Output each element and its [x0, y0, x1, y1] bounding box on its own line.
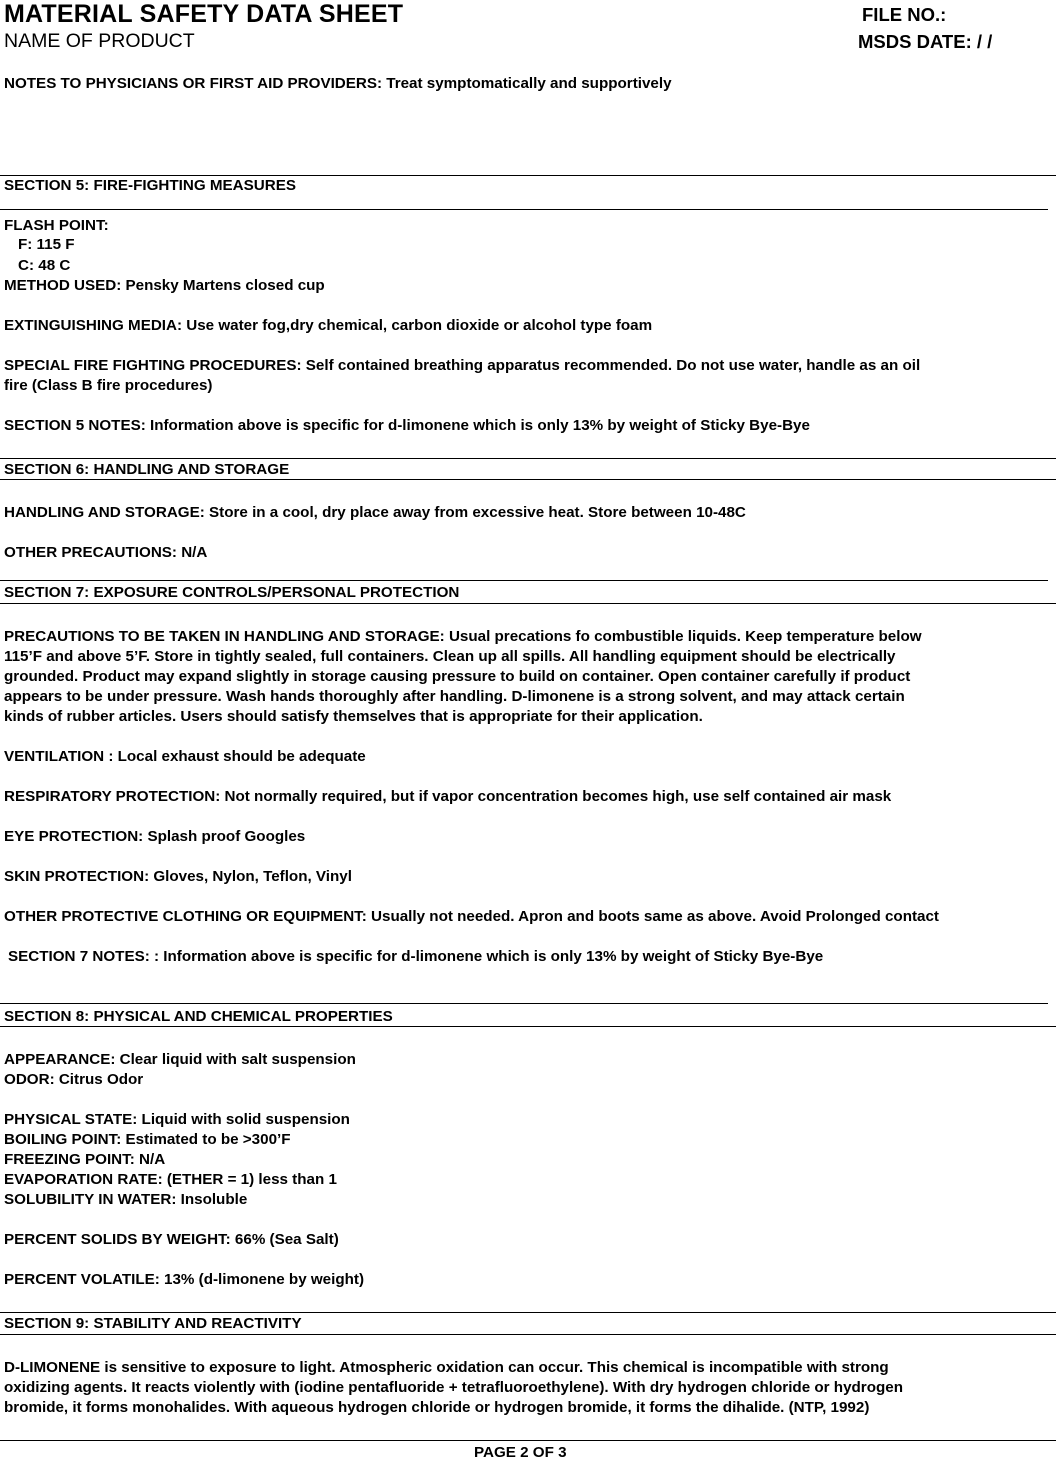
paragraph-line: bromide, it forms monohalides. With aqueous hydrogen chloride or hydrogen bromide, it forms the dihalide. (NTP, 1992): [4, 1399, 870, 1416]
special-procedures-line-2: fire (Class B fire procedures): [4, 377, 213, 394]
divider: [0, 479, 1056, 480]
divider: [0, 1440, 1056, 1441]
divider: [0, 580, 1048, 581]
document-title: MATERIAL SAFETY DATA SHEET: [4, 0, 404, 28]
section-5-heading: SECTION 5: FIRE-FIGHTING MEASURES: [4, 177, 296, 194]
section-7-heading: SECTION 7: EXPOSURE CONTROLS/PERSONAL PROTECTION: [4, 584, 460, 601]
eye-protection: EYE PROTECTION: Splash proof Googles: [4, 828, 306, 845]
paragraph-line: 115’F and above 5’F. Store in tightly sealed, full containers. Clean up all spills. All handling equipment should be electrically: [4, 648, 896, 665]
handling-and-storage: HANDLING AND STORAGE: Store in a cool, dry place away from excessive heat. Store between 10-48C: [4, 504, 746, 521]
paragraph-line: kinds of rubber articles. Users should satisfy themselves that is appropriate for their application.: [4, 708, 703, 725]
other-precautions: OTHER PRECAUTIONS: N/A: [4, 544, 208, 561]
physical-state: PHYSICAL STATE: Liquid with solid suspension: [4, 1111, 350, 1128]
divider: [0, 1312, 1056, 1313]
page-number: PAGE 2 OF 3: [474, 1444, 567, 1461]
section-8-heading: SECTION 8: PHYSICAL AND CHEMICAL PROPERTIES: [4, 1008, 393, 1025]
other-protective-clothing: OTHER PROTECTIVE CLOTHING OR EQUIPMENT: Usually not needed. Apron and boots same as above. Avoid Prolonged contact: [4, 908, 939, 925]
paragraph-line: appears to be under pressure. Wash hands thoroughly after handling. D-limonene is a strong solvent, and may attack certain: [4, 688, 905, 705]
paragraph-line: oxidizing agents. It reacts violently with (iodine pentafluoride + tetrafluoroethylene). With dry hydrogen chloride or hydrogen: [4, 1379, 903, 1396]
flash-point-celsius: C: 48 C: [18, 257, 71, 274]
flash-point-label: FLASH POINT:: [4, 217, 109, 234]
flash-point-fahrenheit: F: 115 F: [18, 236, 75, 253]
method-used: METHOD USED: Pensky Martens closed cup: [4, 277, 325, 294]
paragraph-line: D-LIMONENE is sensitive to exposure to light. Atmospheric oxidation can occur. This chemical is incompatible with strong: [4, 1359, 889, 1376]
divider: [0, 209, 1048, 210]
divider: [0, 1334, 1056, 1335]
appearance: APPEARANCE: Clear liquid with salt suspension: [4, 1051, 356, 1068]
boiling-point: BOILING POINT: Estimated to be >300’F: [4, 1131, 291, 1148]
file-number-label: FILE NO.:: [862, 4, 947, 25]
product-name-label: NAME OF PRODUCT: [4, 30, 195, 52]
skin-protection: SKIN PROTECTION: Gloves, Nylon, Teflon, Vinyl: [4, 868, 352, 885]
special-procedures-line-1: SPECIAL FIRE FIGHTING PROCEDURES: Self contained breathing apparatus recommended. Do not use water, handle as an oil: [4, 357, 921, 374]
divider: [0, 458, 1056, 459]
divider: [0, 603, 1056, 604]
section-5-notes: SECTION 5 NOTES: Information above is specific for d-limonene which is only 13% by weight of Sticky Bye-Bye: [4, 417, 810, 434]
divider: [0, 1026, 1056, 1027]
percent-volatile: PERCENT VOLATILE: 13% (d-limonene by weight): [4, 1271, 365, 1288]
msds-date-label: MSDS DATE: / /: [858, 31, 993, 52]
ventilation: VENTILATION : Local exhaust should be adequate: [4, 748, 366, 765]
percent-solids: PERCENT SOLIDS BY WEIGHT: 66% (Sea Salt): [4, 1231, 339, 1248]
section-9-heading: SECTION 9: STABILITY AND REACTIVITY: [4, 1315, 302, 1332]
extinguishing-media: EXTINGUISHING MEDIA: Use water fog,dry chemical, carbon dioxide or alcohol type foam: [4, 317, 653, 334]
freezing-point: FREEZING POINT: N/A: [4, 1151, 166, 1168]
section-7-notes: SECTION 7 NOTES: : Information above is specific for d-limonene which is only 13% by weight of Sticky Bye-Bye: [8, 948, 824, 965]
odor: ODOR: Citrus Odor: [4, 1071, 144, 1088]
solubility-in-water: SOLUBILITY IN WATER: Insoluble: [4, 1191, 248, 1208]
paragraph-line: grounded. Product may expand slightly in storage causing pressure to build on container. Open container carefully if product: [4, 668, 911, 685]
precautions-paragraph: [4, 627, 1034, 727]
notes-to-physicians: NOTES TO PHYSICIANS OR FIRST AID PROVIDERS: Treat symptomatically and supportively: [4, 75, 672, 92]
evaporation-rate: EVAPORATION RATE: (ETHER = 1) less than 1: [4, 1171, 337, 1188]
divider: [0, 1003, 1048, 1004]
stability-paragraph: [4, 1358, 1034, 1418]
respiratory-protection: RESPIRATORY PROTECTION: Not normally required, but if vapor concentration becomes high, use self contained air mask: [4, 788, 892, 805]
paragraph-line: PRECAUTIONS TO BE TAKEN IN HANDLING AND STORAGE: Usual precations fo combustible liquids. Keep temperature below: [4, 628, 922, 645]
section-6-heading: SECTION 6: HANDLING AND STORAGE: [4, 461, 290, 478]
